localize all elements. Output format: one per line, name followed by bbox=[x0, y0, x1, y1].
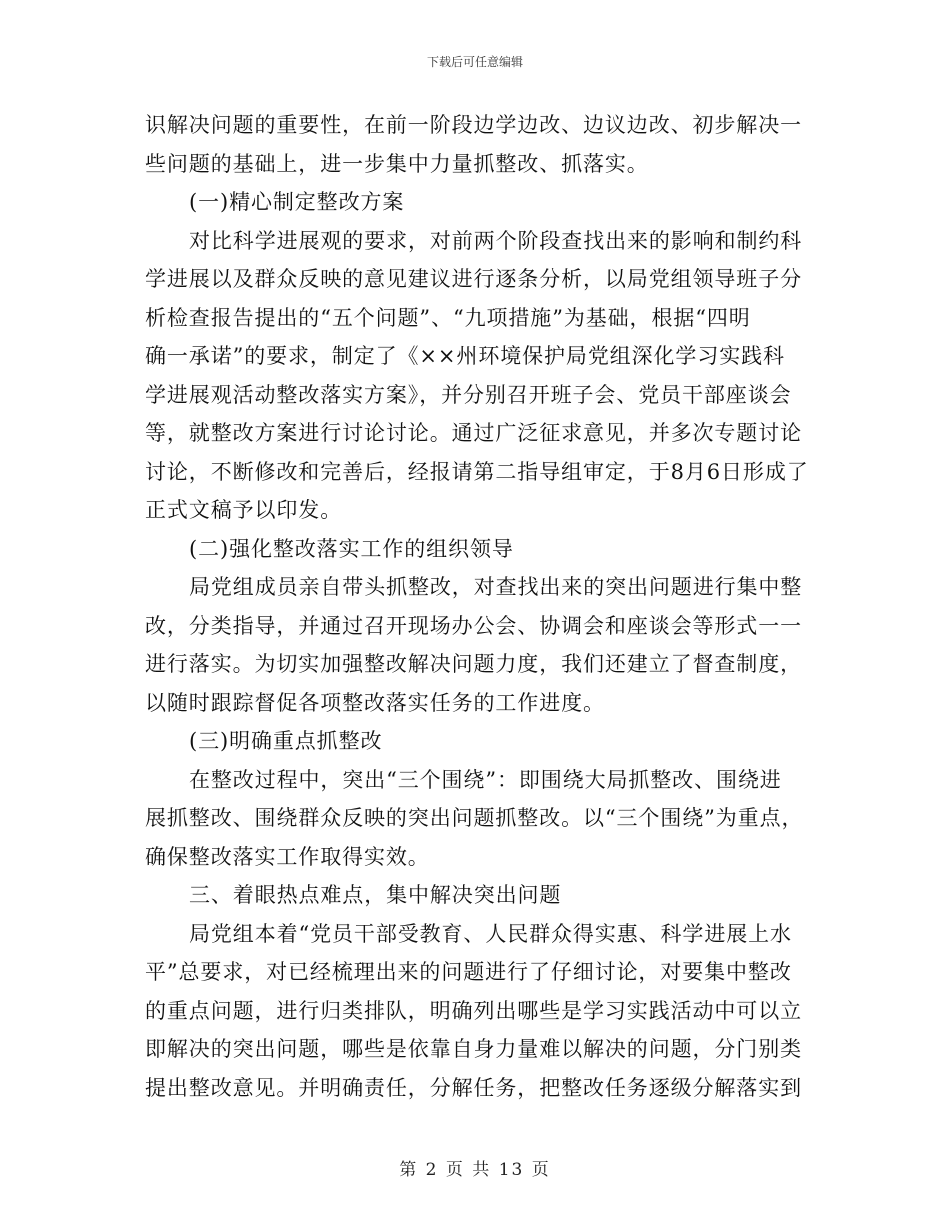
text-line: 学进展以及群众反映的意见建议进行逐条分析，以局党组领导班子分 bbox=[145, 267, 802, 291]
text-line: 析检查报告提出的“五个问题”、“九项措施”为基础，根据“四明 bbox=[145, 305, 751, 330]
text-line: 即解决的突出问题，哪些是依靠自身力量难以解决的问题，分门别类 bbox=[145, 1037, 802, 1061]
text-line: 识解决问题的重要性，在前一阶段边学边改、边议边改、初步解决一 bbox=[145, 113, 802, 137]
text-line: 确一承诺”的要求，制定了《××州环境保护局党组深化学习实践科 bbox=[145, 344, 785, 368]
text-line: 的重点问题，进行归类排队，明确列出哪些是学习实践活动中可以立 bbox=[145, 998, 802, 1023]
document-body bbox=[145, 106, 809, 1107]
text-line: 对比科学进展观的要求，对前两个阶段查找出来的影响和制约科 bbox=[189, 228, 803, 253]
text-line: 提出整改意见。并明确责任，分解任务，把整改任务逐级分解落实到 bbox=[145, 1075, 802, 1100]
text-line: 学进展观活动整改落实方案》，并分别召开班子会、党员干部座谈会 bbox=[145, 382, 792, 407]
text-line: (二)强化整改落实工作的组织领导 bbox=[189, 536, 514, 561]
text-line: 讨论，不断修改和完善后，经报请第二指导组审定，于8月6日形成了 bbox=[145, 459, 809, 484]
page-header: 下载后可任意编辑 bbox=[426, 55, 523, 69]
text-line: (一)精心制定整改方案 bbox=[189, 190, 405, 214]
text-line: 以随时跟踪督促各项整改落实任务的工作进度。 bbox=[145, 690, 605, 715]
page-number: 第 2 页 共 13 页 bbox=[399, 1160, 551, 1180]
text-line: 展抓整改、围绕群众反映的突出问题抓整改。以“三个围绕”为重点， bbox=[145, 806, 804, 830]
text-line: 在整改过程中，突出“三个围绕”：即围绕大局抓整改、围绕进 bbox=[189, 767, 782, 792]
text-line: 平”总要求，对已经梳理出来的问题进行了仔细讨论，对要集中整改 bbox=[145, 960, 792, 984]
text-line: 确保整改落实工作取得实效。 bbox=[145, 844, 430, 869]
text-line: 进行落实。为切实加强整改解决问题力度，我们还建立了督查制度， bbox=[145, 652, 802, 676]
text-line: 局党组本着“党员干部受教育、人民群众得实惠、科学进展上水 bbox=[189, 921, 792, 946]
text-line: 些问题的基础上，进一步集中力量抓整改、抓落实。 bbox=[145, 151, 649, 176]
text-line: (三)明确重点抓整改 bbox=[189, 729, 383, 753]
text-line: 改，分类指导，并通过召开现场办公会、协调会和座谈会等形式一一 bbox=[145, 613, 802, 638]
text-line: 等，就整改方案进行讨论讨论。通过广泛征求意见，并多次专题讨论 bbox=[145, 421, 802, 445]
text-line: 正式文稿予以印发。 bbox=[145, 498, 343, 522]
text-line: 局党组成员亲自带头抓整改，对查找出来的突出问题进行集中整 bbox=[189, 575, 803, 599]
text-line: 三、着眼热点难点，集中解决突出问题 bbox=[189, 883, 562, 907]
